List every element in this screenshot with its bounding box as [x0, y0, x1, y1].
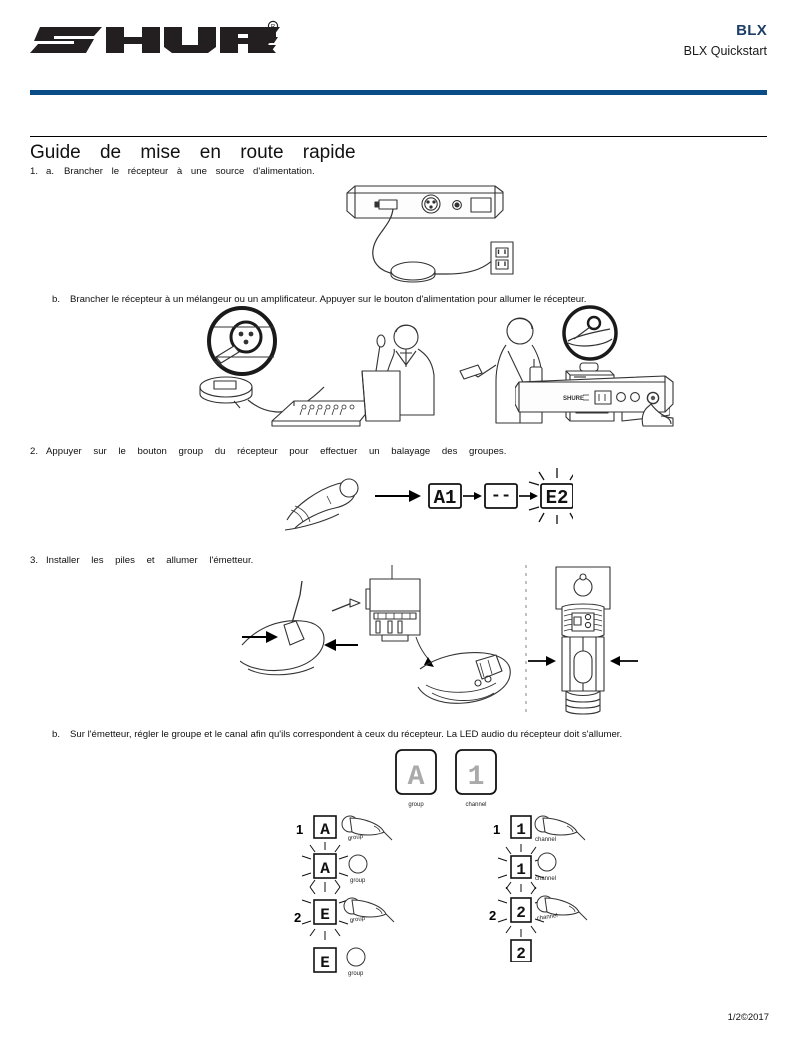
channel-step2-result-display: [511, 940, 531, 962]
channel-step1-press-icon: [535, 816, 585, 843]
step-3a-text: Installer les piles et allumer l'émetteur.: [46, 555, 254, 566]
display-scan-result-value: E2: [545, 487, 569, 509]
group-step1-flash-button: [349, 855, 367, 884]
channel-display: [456, 750, 496, 808]
step-2-text: Appuyer sur le bouton group du récepteur pour effectuer un balayage des groupes.: [46, 446, 507, 457]
header-accent-rule: [30, 90, 767, 95]
svg-text:channel: channel: [535, 837, 557, 843]
svg-text:A: A: [320, 860, 330, 878]
step-1a-text: Brancher le récepteur à une source d'alimentation.: [64, 166, 315, 177]
svg-text:2: 2: [516, 904, 526, 922]
step-1a: [30, 166, 315, 178]
display-scanning-value: --: [490, 487, 512, 506]
group-display: [396, 750, 436, 808]
group-step2-press-icon: [344, 898, 394, 924]
svg-text:E: E: [320, 954, 330, 972]
step-3a: [30, 555, 253, 567]
channel-display-value: 1: [467, 762, 485, 793]
channel-step2-number: 2: [489, 908, 497, 923]
svg-text:channel: channel: [535, 876, 557, 882]
svg-text:SHURE: SHURE: [563, 396, 585, 402]
step-3b-letter: b.: [52, 729, 61, 740]
copyright-notice: ©2017: [740, 1012, 769, 1023]
svg-text:channel: channel: [536, 913, 559, 922]
group-step2-display: [302, 884, 348, 940]
step-1b-text: Brancher le récepteur à un mélangeur ou un amplificateur. Appuyer sur le bouton d'alimentation pour allumer le récepteur.: [70, 294, 587, 305]
svg-text:1: 1: [516, 821, 526, 839]
group-step1-number: 1: [296, 822, 304, 837]
page-title: Guide de mise en route rapide: [30, 142, 356, 163]
channel-step1-flash-button: [535, 853, 556, 882]
step-3b-text: Sur l'émetteur, régler le groupe et le canal afin qu'ils correspondent à ceux du récepteur. La LED audio du récepteur doit s'allumer.: [70, 729, 623, 740]
step-3a-number: 3.: [30, 555, 39, 566]
channel-step1-display: [511, 816, 531, 839]
illustration-group-scan: [283, 466, 573, 538]
svg-text:group: group: [347, 833, 364, 842]
group-step2-result-display: [314, 948, 336, 972]
svg-text:2: 2: [516, 945, 526, 962]
page-number: 1/2: [727, 1012, 741, 1023]
illustration-group-channel-display: [390, 748, 510, 810]
step-1a-letter: a.: [46, 166, 55, 177]
channel-display-label: channel: [465, 802, 487, 808]
channel-step1-number: 1: [493, 822, 501, 837]
illustration-battery-install: [240, 565, 660, 715]
display-scan-start-value: A1: [433, 487, 457, 509]
step-1a-number: 1.: [30, 166, 39, 177]
document-subtitle: BLX Quickstart: [683, 44, 767, 58]
group-step2-result-button: [347, 948, 365, 977]
heading-divider: [30, 136, 767, 137]
illustration-group-setting-sequence: [288, 812, 408, 977]
footer: [728, 1012, 769, 1023]
svg-text:A: A: [320, 821, 330, 839]
step-2: [30, 446, 506, 458]
channel-step2-display: [498, 884, 544, 937]
svg-text:group: group: [348, 971, 364, 977]
display-scanning: [485, 484, 517, 508]
group-display-label: group: [408, 802, 424, 808]
svg-text:group: group: [349, 915, 366, 924]
group-step1-press-icon: [342, 816, 392, 842]
channel-step2-press-icon: [536, 896, 587, 922]
group-step1-flash-display: [302, 842, 348, 890]
document-header: [0, 0, 802, 110]
group-display-value: A: [407, 762, 425, 793]
svg-text:1: 1: [516, 861, 526, 879]
illustration-channel-setting-sequence: [485, 812, 605, 962]
group-step2-number: 2: [294, 910, 302, 925]
group-step1-display: [314, 816, 336, 839]
svg-text:E: E: [320, 906, 330, 924]
svg-text:R: R: [270, 24, 276, 31]
display-scan-start: [429, 484, 461, 509]
step-1b-letter: b.: [52, 294, 61, 305]
svg-text:group: group: [350, 878, 366, 884]
illustration-power-connection: [335, 178, 515, 283]
step-2-number: 2.: [30, 446, 39, 457]
illustration-receiver-front-panel: [515, 368, 675, 428]
step-3b: [52, 729, 622, 741]
product-family-title: BLX: [736, 22, 767, 39]
shure-logo: [30, 17, 280, 63]
